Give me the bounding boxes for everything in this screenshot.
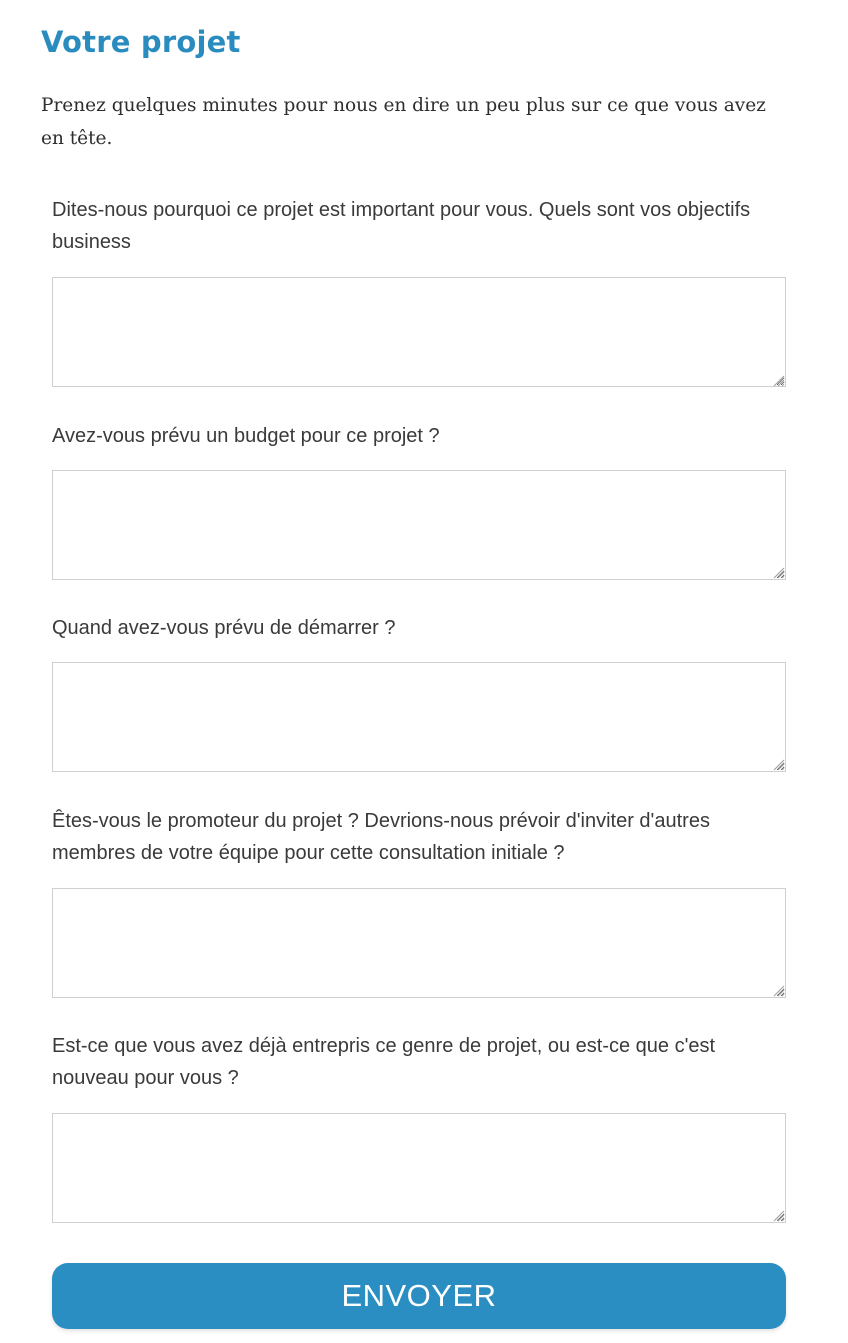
question-promoter-label: Êtes-vous le promoteur du projet ? Devrions-nous prévoir d'inviter d'autres membres de votre équipe pour cette consultation initiale ? [52, 810, 710, 864]
question-objectives [52, 194, 786, 387]
section-title: Votre projet [41, 25, 241, 59]
question-experience [52, 1030, 786, 1223]
objectives-textarea[interactable] [52, 277, 786, 387]
question-budget [52, 420, 786, 580]
submit-button[interactable]: ENVOYER [52, 1263, 786, 1329]
question-experience-label: Est-ce que vous avez déjà entrepris ce genre de projet, ou est-ce que c'est nouveau pour vous ? [52, 1035, 716, 1089]
question-budget-label: Avez-vous prévu un budget pour ce projet ? [52, 425, 440, 447]
experience-textarea[interactable] [52, 1113, 786, 1223]
promoter-textarea[interactable] [52, 888, 786, 998]
budget-textarea[interactable] [52, 470, 786, 580]
question-start-date-label: Quand avez-vous prévu de démarrer ? [52, 617, 396, 639]
question-start-date [52, 612, 786, 772]
section-intro: Prenez quelques minutes pour nous en dire un peu plus sur ce que vous avez en tête. [41, 95, 766, 149]
question-promoter [52, 805, 786, 998]
question-objectives-label: Dites-nous pourquoi ce projet est important pour vous. Quels sont vos objectifs business [52, 199, 751, 253]
start-date-textarea[interactable] [52, 662, 786, 772]
